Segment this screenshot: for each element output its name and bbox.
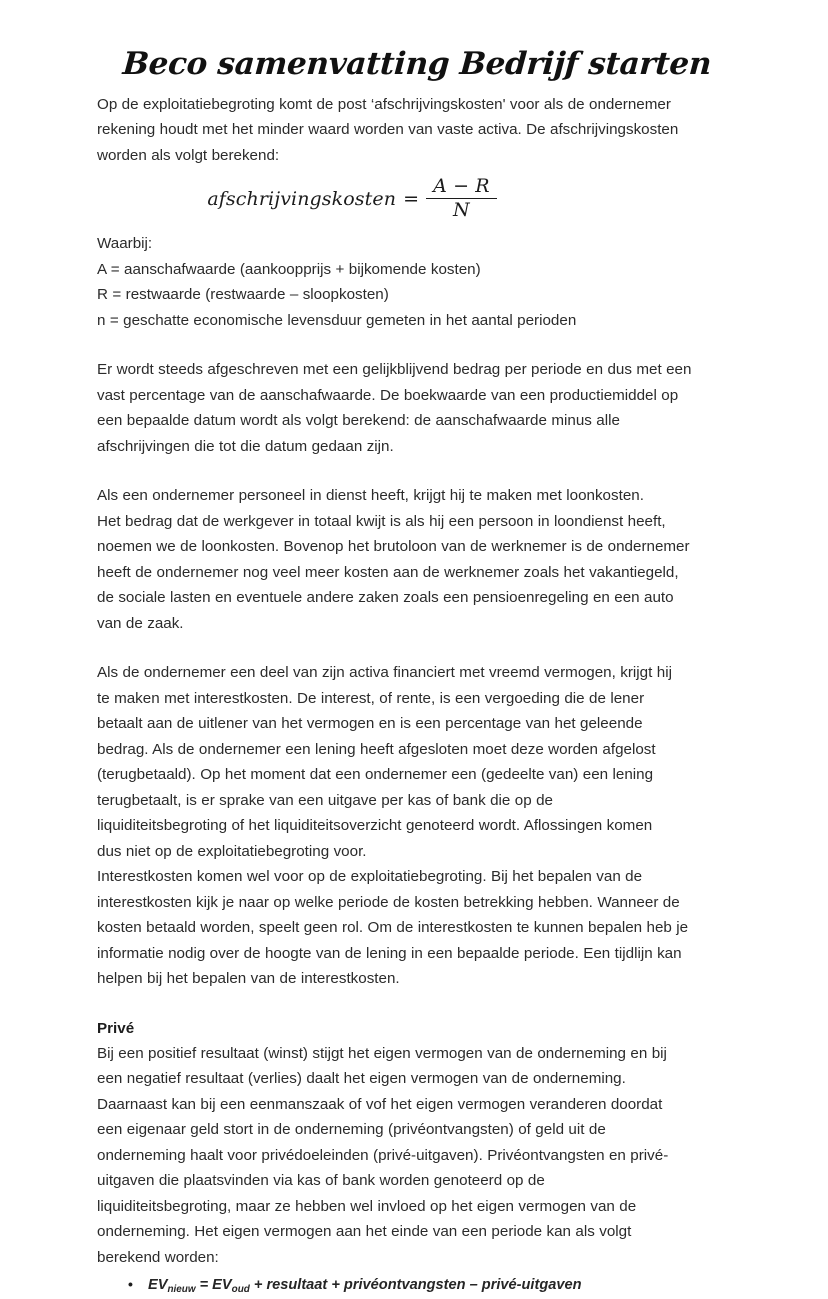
body-line: heeft de ondernemer nog veel meer kosten aan de werknemer zoals het vakantiegeld, [97, 563, 679, 581]
body-line: onderneming. Het eigen vermogen aan het einde van een periode kan als volgt [97, 1223, 632, 1241]
body-line: uitgaven die plaatsvinden via kas of bank worden genoteerd op de [97, 1172, 545, 1190]
body-line: Het bedrag dat de werkgever in totaal kwijt is als hij een persoon in loondienst heeft, [97, 512, 666, 530]
paragraph-afschrijving [97, 357, 737, 459]
formula-expression [207, 176, 496, 221]
body-line: Daarnaast kan bij een eenmanszaak of vof het eigen vermogen veranderen doordat [97, 1095, 663, 1113]
body-line: betaalt aan de uitlener van het vermogen en is een percentage van het geleende [97, 715, 643, 733]
body-line: informatie nodig over de hoogte van de lening in een bepaalde periode. Een tijdlijn kan [97, 944, 682, 962]
body-line: berekend worden: [97, 1248, 219, 1266]
spacer [97, 636, 737, 660]
body-line: Interestkosten komen wel voor op de exploitatiebegroting. Bij het bepalen van de [97, 868, 643, 886]
ev-nieuw-symbol: EV [148, 1277, 168, 1294]
body-line: Bij een positief resultaat (winst) stijgt het eigen vermogen van de onderneming en bij [97, 1044, 667, 1062]
formula-denominator: N [453, 199, 470, 222]
paragraph-loonkosten [97, 483, 737, 636]
equity-formula-list [97, 1273, 737, 1299]
definition-item-r: R = restwaarde (restwaarde – sloopkosten) [97, 286, 389, 304]
definition-item-n: n = geschatte economische levensduur gemeten in het aantal perioden [97, 311, 577, 329]
ev-oud-subscript: oud [231, 1284, 250, 1296]
section-heading-prive: Privé [97, 1019, 135, 1037]
spacer [97, 459, 737, 483]
body-line: afschrijvingen die tot die datum gedaan zijn. [97, 437, 394, 455]
body-line: noemen we de loonkosten. Bovenop het brutoloon van de werknemer is de ondernemer [97, 538, 690, 556]
body-line: te maken met interestkosten. De interest, of rente, is een vergoeding die de lener [97, 689, 645, 707]
definitions-heading: Waarbij: [97, 235, 153, 253]
body-line: dus niet op de exploitatiebegroting voor. [97, 842, 367, 860]
definitions-block [97, 231, 737, 333]
intro-paragraph [97, 92, 737, 169]
body-line: helpen bij het bepalen van de interestkosten. [97, 970, 400, 988]
body-line: Als een ondernemer personeel in dienst heeft, krijgt hij te maken met loonkosten. [97, 487, 644, 505]
ev-formula-tail: + resultaat + privéontvangsten – privé-uitgaven [249, 1277, 582, 1294]
body-line: liquiditeitsbegroting of het liquiditeitsoverzicht genoteerd wordt. Aflossingen komen [97, 817, 653, 835]
definition-item-a: A = aanschafwaarde (aankoopprijs + bijkomende kosten) [97, 260, 481, 278]
body-line: interestkosten kijk je naar op welke periode de kosten betrekking hebben. Wanneer de [97, 893, 680, 911]
body-line: kosten betaald worden, speelt geen rol. Om de interestkosten te kunnen bepalen heb je [97, 919, 689, 937]
formula-numerator: A − R [433, 175, 490, 198]
body-line: de sociale lasten en eventuele andere zaken zoals een pensioenregeling en een auto [97, 589, 674, 607]
body-line: een negatief resultaat (verlies) daalt het eigen vermogen van de onderneming. [97, 1070, 626, 1088]
formula-equals: = [403, 187, 420, 210]
body-line: bedrag. Als de ondernemer een lening heeft afgesloten moet deze worden afgelost [97, 740, 656, 758]
body-line: terugbetaalt, is er sprake van een uitgave per kas of bank die op de [97, 791, 553, 809]
ev-formula-middle: = EV [195, 1277, 232, 1294]
body-line: een eigenaar geld stort in de onderneming (privéontvangsten) of geld uit de [97, 1121, 606, 1139]
document-content [97, 48, 737, 1299]
spacer [97, 992, 737, 1017]
page-title: Beco samenvatting Bedrijf starten [121, 46, 713, 82]
depreciation-formula [97, 176, 737, 221]
body-line: Als de ondernemer een deel van zijn activa financiert met vreemd vermogen, krijgt hij [97, 664, 672, 682]
body-line: van de zaak. [97, 614, 184, 632]
spacer [97, 333, 737, 357]
body-line: (terugbetaald). Op het moment dat een ondernemer een (gedeelte van) een lening [97, 766, 654, 784]
ev-nieuw-subscript: nieuw [167, 1284, 196, 1296]
formula-label: afschrijvingskosten [207, 187, 397, 210]
body-line: Er wordt steeds afgeschreven met een gelijkblijvend bedrag per periode en dus met een [97, 361, 692, 379]
intro-line: worden als volgt berekend: [97, 146, 280, 164]
body-line: een bepaalde datum wordt als volgt berekend: de aanschafwaarde minus alle [97, 412, 620, 430]
intro-line: Op de exploitatiebegroting komt de post ‘afschrijvingskosten' voor als de ondernemer [97, 95, 671, 113]
list-item [97, 1273, 737, 1299]
body-line: vast percentage van de aanschafwaarde. De boekwaarde van een productiemiddel op [97, 386, 679, 404]
formula-fraction [426, 176, 497, 221]
body-line: onderneming haalt voor privédoeleinden (privé-uitgaven). Privéontvangsten en privé- [97, 1146, 669, 1164]
paragraph-interestkosten [97, 660, 737, 992]
paragraph-prive [97, 1041, 737, 1271]
body-line: liquiditeitsbegroting, maar ze hebben wel invloed op het eigen vermogen van de [97, 1197, 637, 1215]
intro-line: rekening houdt met het minder waard worden van vaste activa. De afschrijvingskosten [97, 121, 679, 139]
